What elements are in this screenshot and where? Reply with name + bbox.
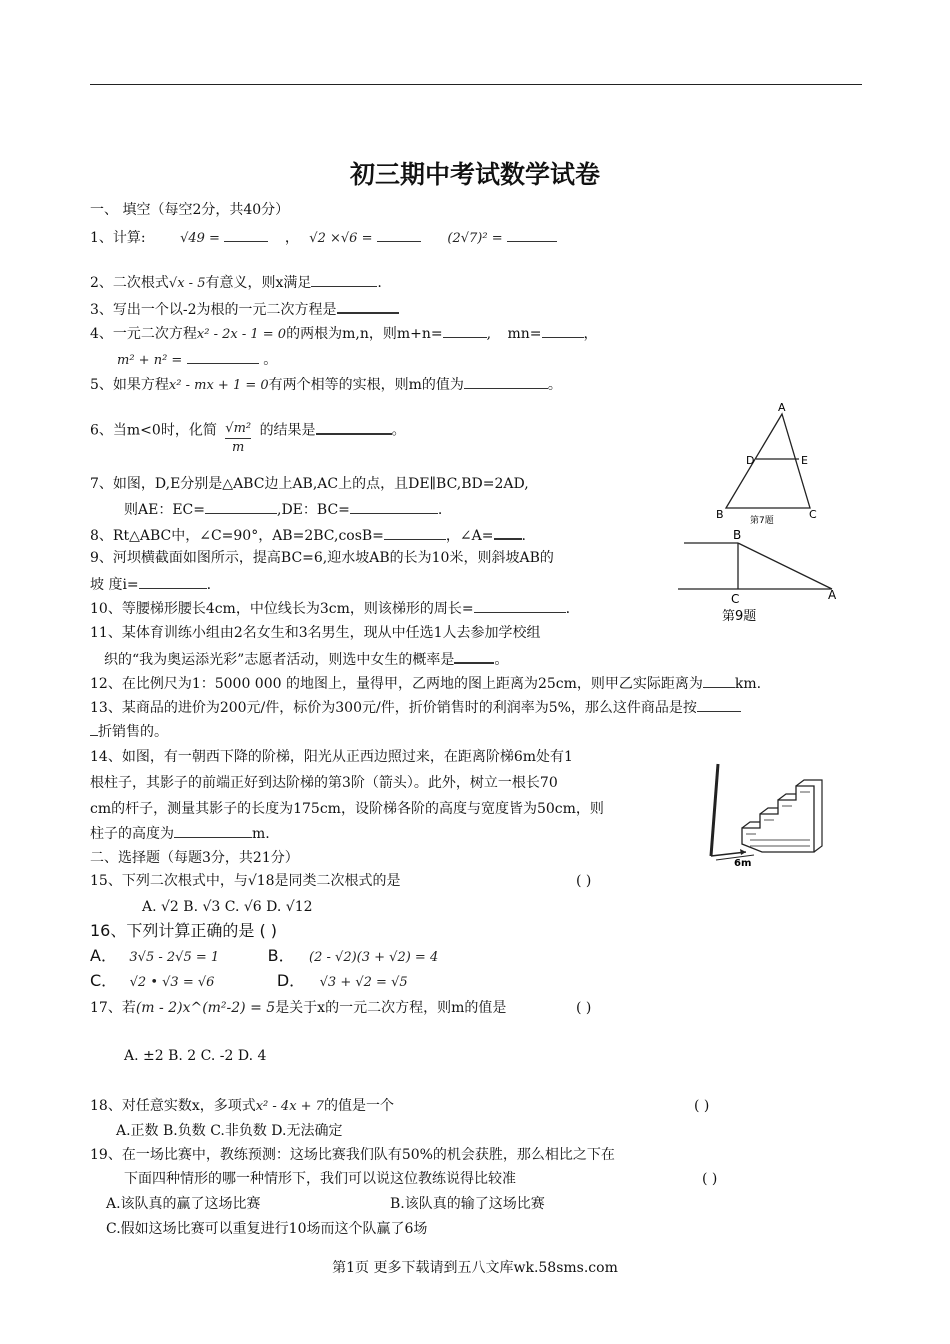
- q1-blank-2[interactable]: [377, 227, 421, 242]
- q14-text: 柱子的高度为: [90, 826, 174, 842]
- fig7-label-a: A: [778, 401, 786, 414]
- question-7-line2: 则AE：EC= ,DE：BC= .: [124, 499, 442, 520]
- q3-blank[interactable]: [337, 298, 399, 314]
- q1-comma: ，: [284, 230, 299, 246]
- q19-option-b[interactable]: B.该队真的输了这场比赛: [390, 1196, 545, 1212]
- question-4: 4、一元二次方程x² - 2x - 1 = 0的两根为m,n，则m+n= , mn= ，: [90, 323, 598, 345]
- q16-row-ab: [90, 946, 438, 968]
- q6-fraction: [225, 420, 251, 457]
- q13-blank-cont[interactable]: [90, 721, 98, 736]
- fig9-label-b: B: [733, 528, 742, 542]
- question-19-line1: 19、在一场比赛中，教练预测：这场比赛我们队有50%的机会获胜，那么相比之下在: [90, 1147, 615, 1163]
- q2-expr: √x - 5: [168, 276, 206, 291]
- figure-7-triangle: [706, 400, 836, 530]
- q17-expr: (m - 2)x^(m²-2) = 5: [135, 1000, 276, 1016]
- q1-expr-3: (2√7)² =: [447, 231, 503, 246]
- q17-options: A. ±2 B. 2 C. -2 D. 4: [124, 1048, 267, 1064]
- q9-blank[interactable]: [139, 574, 207, 589]
- q11-text: 织的“我为奥运添光彩”志愿者活动，则选中女生的概率是: [104, 652, 455, 668]
- q6-numerator: √m²: [225, 420, 251, 439]
- page-title: 初三期中考试数学试卷: [349, 160, 600, 189]
- q14-unit: m.: [252, 826, 270, 842]
- q2-suffix: 有意义，则x满足: [205, 275, 312, 291]
- question-16: 16、下列计算正确的是 ( ): [90, 921, 278, 940]
- q16-option-d[interactable]: √3 + √2 = √5: [319, 975, 408, 990]
- section-choice-heading: 二、选择题（每题3分，共21分）: [90, 850, 299, 866]
- q8-blank-2[interactable]: [494, 524, 522, 540]
- question-1: [90, 227, 557, 249]
- question-19-line2: 下面四种情形的哪一种情形下，我们可以说这位教练说得比较准: [124, 1171, 516, 1187]
- q16-option-d-label: D．: [276, 971, 306, 990]
- q7-ae-ec: 则AE：EC=: [124, 502, 205, 518]
- fig7-caption: 第7题: [750, 516, 774, 526]
- q4-blank-2[interactable]: [542, 323, 584, 338]
- question-5: [90, 374, 562, 396]
- figure-9-dam: [676, 527, 846, 627]
- question-17: [90, 998, 506, 1018]
- fig7-label-c: C: [809, 508, 817, 521]
- q5-expr: x² - mx + 1 = 0: [168, 378, 269, 393]
- q16-option-b-label: B．: [267, 946, 295, 965]
- page-footer: 第1页 更多下载请到五八文库wk.58sms.com: [332, 1260, 618, 1276]
- fig9-caption: 第9题: [722, 609, 757, 624]
- q1-label: 1、计算:: [90, 230, 146, 246]
- q17-answer-paren[interactable]: ( ): [576, 1000, 592, 1016]
- top-rule: [90, 84, 862, 85]
- q4-line2-expr: m² + n² =: [117, 353, 183, 368]
- question-2: 2、二次根式√x - 5有意义，则x满足 .: [90, 272, 382, 294]
- question-14-line4: [90, 823, 270, 844]
- q6-denominator: m: [232, 440, 245, 455]
- q16-option-a-label: A．: [90, 946, 117, 965]
- q7-blank-2[interactable]: [350, 499, 438, 514]
- q12-unit: km.: [734, 676, 762, 692]
- q18-expr: x² - 4x + 7: [255, 1099, 324, 1114]
- q19-answer-paren[interactable]: ( ): [702, 1171, 718, 1187]
- question-11-line1: 11、某体育训练小组由2名女生和3名男生，现从中任选1人去参加学校组: [90, 625, 541, 641]
- q5-suffix: 有两个相等的实根，则m的值为: [268, 377, 464, 393]
- q4-comma: ，: [583, 326, 598, 342]
- fig7-label-b: B: [716, 508, 724, 521]
- q7-de-bc: ,DE：BC=: [277, 502, 350, 518]
- question-10: 10、等腰梯形腰长4cm，中位线长为3cm，则该梯形的周长= .: [90, 598, 570, 619]
- q3-text: 3、写出一个以-2为根的一元二次方程是: [90, 302, 337, 318]
- q2-blank[interactable]: [311, 272, 377, 287]
- question-18: [90, 1096, 394, 1117]
- q16-option-b[interactable]: (2 - √2)(3 + √2) = 4: [309, 950, 439, 965]
- question-11-line2: 织的“我为奥运添光彩”志愿者活动，则选中女生的概率是 。: [104, 648, 508, 670]
- q1-expr-2: √2 ×√6 =: [309, 231, 373, 246]
- q16-option-c-label: C．: [90, 971, 118, 990]
- q4-prefix: 4、一元二次方程: [90, 326, 197, 342]
- q9-slope: 坡 度i=: [90, 577, 139, 593]
- section-fill-heading: 一、 填空（每空2分，共40分）: [90, 202, 290, 218]
- q8-blank-1[interactable]: [384, 525, 446, 540]
- q12-text: 12、在比例尺为1：5000 000 的地图上，量得甲，乙两地的图上距离为25cm，则甲乙实际距离为: [90, 676, 703, 692]
- q4-blank-3[interactable]: [187, 349, 259, 364]
- question-3: [90, 298, 399, 320]
- q4-suffix: 的两根为m,n，则m+n=: [286, 326, 443, 342]
- q8-prefix: 8、Rt△ABC中，∠C=90°，AB=2BC,cosB=: [90, 528, 384, 544]
- q17-suffix: 是关于x的一元二次方程，则m的值是: [275, 1000, 507, 1016]
- q5-end: 。: [547, 377, 562, 393]
- q1-blank-3[interactable]: [507, 227, 557, 242]
- q16-option-a[interactable]: 3√5 - 2√5 = 1: [129, 950, 220, 965]
- q15-answer-paren[interactable]: ( ): [576, 873, 592, 889]
- q19-option-a[interactable]: A.该队真的赢了这场比赛: [106, 1196, 261, 1212]
- q16-row-cd: [90, 971, 408, 993]
- question-13-line2: [90, 721, 168, 742]
- q18-prefix: 18、对任意实数x，多项式: [90, 1098, 256, 1114]
- question-14-line1: 14、如图，有一朝西下降的阶梯，阳光从正西边照过来，在距离阶梯6m处有1: [90, 749, 573, 765]
- q13-blank[interactable]: [697, 697, 741, 712]
- q14-blank[interactable]: [174, 823, 252, 838]
- question-13-line1: [90, 697, 741, 718]
- q6-prefix: 6、当m<0时，化简: [90, 422, 217, 439]
- q18-options: A.正数 B.负数 C.非负数 D.无法确定: [116, 1123, 343, 1139]
- q4-mn-label: mn=: [507, 326, 542, 342]
- q12-blank[interactable]: [703, 673, 735, 688]
- question-9-line1: 9、河坝横截面如图所示，提高BC=6,迎水坡AB的长为10米，则斜坡AB的: [90, 550, 554, 566]
- q11-blank[interactable]: [454, 648, 494, 664]
- q18-suffix: 的值是一个: [323, 1098, 394, 1114]
- question-7-line1: 7、如图，D,E分别是△ABC边上AB,AC上的点，且DE∥BC,BD=2AD,: [90, 476, 529, 492]
- q13-text: 13、某商品的进价为200元/件，标价为300元/件，折价销售时的利润率为5%，那么这件商品是按: [90, 700, 697, 716]
- q15-options: A. √2 B. √3 C. √6 D. √12: [142, 899, 313, 915]
- q4-blank-1[interactable]: [443, 323, 487, 338]
- q10-text: 10、等腰梯形腰长4cm，中位线长为3cm，则该梯形的周长=: [90, 601, 474, 617]
- q4-end: 。: [263, 352, 278, 368]
- q17-prefix: 17、若: [90, 1000, 136, 1016]
- question-6: [90, 412, 406, 455]
- fig9-label-a: A: [828, 588, 837, 602]
- q6-suffix: 的结果是: [259, 422, 316, 439]
- q8-angle: ，∠A=: [445, 528, 494, 544]
- fig7-label-e: E: [801, 454, 808, 467]
- q6-blank[interactable]: [316, 419, 392, 435]
- q18-answer-paren[interactable]: ( ): [694, 1098, 710, 1114]
- q13-end: 折销售的。: [98, 724, 168, 740]
- question-12: [90, 673, 761, 694]
- question-8: 8、Rt△ABC中，∠C=90°，AB=2BC,cosB= ，∠A= .: [90, 524, 526, 546]
- q5-prefix: 5、如果方程: [90, 377, 169, 393]
- fig9-label-c: C: [731, 592, 740, 606]
- question-14-line2: 根柱子，其影子的前端正好到达阶梯的第3阶（箭头）。此外，树立一根长70: [90, 775, 558, 791]
- q4-expr: x² - 2x - 1 = 0: [196, 327, 287, 342]
- q10-blank[interactable]: [474, 598, 566, 613]
- fig7-label-d: D: [746, 454, 755, 467]
- question-9-line2: 坡 度i= .: [90, 574, 211, 595]
- question-14-line3: cm的杆子，测量其影子的长度为175cm，设阶梯各阶的高度与宽度皆为50cm，则: [90, 801, 604, 817]
- q6-end: 。: [391, 422, 406, 439]
- q1-blank-1[interactable]: [224, 227, 268, 242]
- q5-blank[interactable]: [464, 374, 548, 389]
- question-4-line2: [117, 349, 277, 371]
- figure-14-staircase: [694, 756, 844, 868]
- q2-prefix: 2、二次根式: [90, 275, 169, 291]
- q7-blank-1[interactable]: [205, 499, 277, 514]
- question-15: 15、下列二次根式中，与√18是同类二次根式的是: [90, 873, 401, 889]
- q16-option-c[interactable]: √2 • √3 = √6: [129, 975, 215, 990]
- q1-expr-1: √49 =: [180, 231, 220, 246]
- q19-option-c[interactable]: C.假如这场比赛可以重复进行10场而这个队赢了6场: [106, 1221, 428, 1237]
- fig14-distance-label: 6m: [734, 858, 752, 868]
